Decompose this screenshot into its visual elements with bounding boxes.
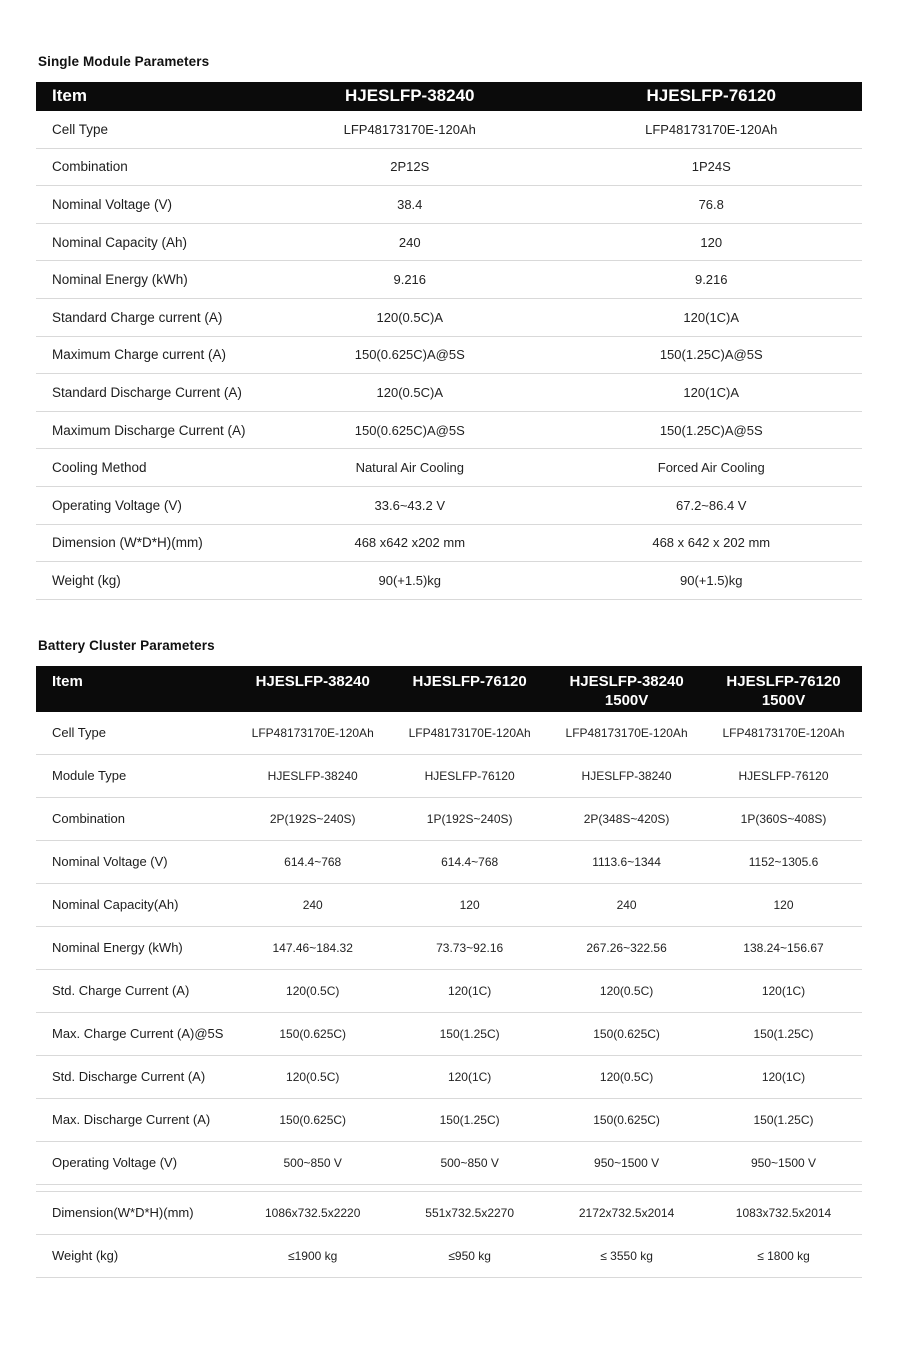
double-separator-rule: [36, 1185, 862, 1192]
header-cell-hjeslfp-38240-1500v: HJESLFP-38240 1500V: [569, 672, 684, 710]
row-value: 120(0.5C): [286, 1069, 340, 1084]
row-value: 551x732.5x2270: [425, 1205, 515, 1220]
row-value: 468 x642 x202 mm: [354, 535, 466, 551]
row-value: LFP48173170E-120Ah: [343, 121, 476, 137]
row-value: 150(1.25C): [753, 1112, 814, 1127]
table-row: [36, 1056, 862, 1099]
table-row: [36, 755, 862, 798]
row-value: 1086x732.5x2220: [264, 1205, 361, 1220]
row-value: 120: [773, 897, 794, 912]
row-value: 138.24~156.67: [743, 940, 824, 955]
row-label: Maximum Charge current (A): [52, 347, 227, 363]
row-value: HJESLFP-76120: [738, 768, 829, 783]
table-row: [36, 884, 862, 927]
single-module-section-title: Single Module Parameters: [38, 54, 210, 69]
row-value: 240: [302, 897, 323, 912]
row-value: 150(1.25C)A@5S: [659, 347, 763, 363]
row-value: 120(1C)A: [683, 309, 740, 325]
table-row: [36, 1013, 862, 1056]
table-row: [36, 449, 862, 487]
header-cell-item: Item: [52, 86, 87, 106]
table-row: [36, 224, 862, 262]
table-row: [36, 487, 862, 525]
row-label: Nominal Energy (kWh): [52, 940, 183, 956]
row-value: 150(1.25C): [439, 1026, 500, 1041]
row-value: 73.73~92.16: [436, 940, 504, 955]
row-label: Cell Type: [52, 725, 106, 741]
row-value: 150(0.625C)A@5S: [354, 422, 465, 438]
row-value: 614.4~768: [441, 854, 499, 869]
row-value: 33.6~43.2 V: [374, 497, 445, 513]
row-value: HJESLFP-38240: [581, 768, 672, 783]
row-label: Nominal Voltage (V): [52, 196, 173, 212]
row-value: 150(1.25C): [753, 1026, 814, 1041]
header-cell-hjeslfp-76120-1500v: HJESLFP-76120 1500V: [726, 672, 841, 710]
row-label: Weight (kg): [52, 572, 121, 588]
battery-cluster-section-title: Battery Cluster Parameters: [38, 637, 215, 653]
table-row: [36, 841, 862, 884]
row-value: 120(1C)A: [683, 384, 740, 400]
row-value: 150(0.625C): [593, 1026, 660, 1041]
row-value: 1113.6~1344: [592, 854, 661, 869]
row-label: Combination: [52, 811, 125, 827]
table-row: [36, 970, 862, 1013]
row-value: 120(0.5C): [599, 1069, 654, 1084]
battery-cluster-table: [36, 666, 862, 1278]
row-label: Nominal Capacity(Ah): [52, 897, 179, 913]
row-value: 120(1C): [447, 983, 492, 998]
row-label: Standard Charge current (A): [52, 309, 223, 325]
table-row: [36, 1235, 862, 1278]
row-value: 614.4~768: [284, 854, 342, 869]
row-value: 1P(360S~408S): [740, 811, 827, 826]
table-row: [36, 337, 862, 375]
row-value: 9.216: [393, 272, 427, 288]
row-value: 38.4: [397, 196, 423, 212]
row-value: 120: [459, 897, 480, 912]
row-label: Cell Type: [52, 121, 109, 137]
table-row: [36, 149, 862, 187]
table-row: [36, 712, 862, 755]
row-value: LFP48173170E-120Ah: [251, 725, 374, 740]
row-value: HJESLFP-38240: [267, 768, 358, 783]
row-value: 2P(348S~420S): [583, 811, 670, 826]
battery-cluster-table-body: [36, 712, 862, 1278]
row-value: 2P(192S~240S): [269, 811, 356, 826]
row-value: 468 x 642 x 202 mm: [652, 535, 771, 551]
row-value: 500~850 V: [283, 1155, 342, 1170]
single-module-table-body: [36, 111, 862, 600]
table-row: [36, 186, 862, 224]
row-value: 1P(192S~240S): [426, 811, 513, 826]
table-row: [36, 927, 862, 970]
row-value: 2P12S: [390, 159, 430, 175]
row-label: Operating Voltage (V): [52, 1155, 178, 1171]
row-label: Maximum Discharge Current (A): [52, 422, 246, 438]
row-label: Weight (kg): [52, 1248, 119, 1264]
single-module-table-header: [36, 82, 862, 111]
row-value: 950~1500 V: [750, 1155, 817, 1170]
row-label: Cooling Method: [52, 460, 147, 476]
table-row: [36, 798, 862, 841]
row-label: Operating Voltage (V): [52, 497, 182, 513]
row-value: 90(+1.5)kg: [679, 572, 743, 588]
row-value: 2172x732.5x2014: [578, 1205, 675, 1220]
table-row: [36, 299, 862, 337]
row-value: 120(0.5C): [286, 983, 340, 998]
table-row: [36, 412, 862, 450]
row-value: ≤ 1800 kg: [757, 1248, 810, 1263]
row-label: Std. Discharge Current (A): [52, 1069, 206, 1085]
row-value: 150(0.625C): [279, 1026, 347, 1041]
row-label: Dimension (W*D*H)(mm): [52, 535, 203, 551]
row-value: 120(1C): [447, 1069, 492, 1084]
row-label: Nominal Voltage (V): [52, 854, 168, 870]
row-value: 150(0.625C)A@5S: [354, 347, 465, 363]
row-value: 500~850 V: [440, 1155, 499, 1170]
row-value: 120(1C): [761, 983, 806, 998]
header-cell-hjeslfp-38240: HJESLFP-38240: [345, 86, 475, 106]
row-value: 1152~1305.6: [748, 854, 819, 869]
row-value: 267.26~322.56: [586, 940, 667, 955]
row-value: LFP48173170E-120Ah: [722, 725, 845, 740]
row-value: 150(1.25C): [439, 1112, 500, 1127]
row-label: Max. Charge Current (A)@5S: [52, 1026, 224, 1042]
row-value: ≤950 kg: [448, 1248, 491, 1263]
row-value: LFP48173170E-120Ah: [565, 725, 688, 740]
row-label: Combination: [52, 159, 128, 175]
row-value: 120(0.5C)A: [376, 309, 443, 325]
row-value: 1083x732.5x2014: [735, 1205, 832, 1220]
row-value: ≤ 3550 kg: [600, 1248, 653, 1263]
header-cell-hjeslfp-38240: HJESLFP-38240: [255, 672, 370, 690]
battery-cluster-table-header: [36, 666, 862, 712]
row-value: 120(0.5C): [599, 983, 654, 998]
row-label: Dimension(W*D*H)(mm): [52, 1205, 194, 1221]
row-value: 90(+1.5)kg: [378, 572, 442, 588]
row-value: 150(1.25C)A@5S: [659, 422, 763, 438]
table-row: [36, 1142, 862, 1185]
row-value: 120(1C): [761, 1069, 806, 1084]
row-value: 9.216: [694, 272, 728, 288]
header-cell-item: Item: [52, 672, 83, 690]
row-value: LFP48173170E-120Ah: [645, 121, 778, 137]
table-row: [36, 374, 862, 412]
row-label: Std. Charge Current (A): [52, 983, 190, 999]
row-value: 950~1500 V: [594, 1155, 660, 1170]
row-value: Forced Air Cooling: [657, 460, 765, 476]
row-value: Natural Air Cooling: [355, 460, 464, 476]
row-value: 150(0.625C): [593, 1112, 660, 1127]
row-value: 67.2~86.4 V: [676, 497, 747, 513]
row-value: 150(0.625C): [279, 1112, 347, 1127]
row-value: 76.8: [698, 196, 724, 212]
row-label: Nominal Energy (kWh): [52, 272, 188, 288]
table-row: [36, 562, 862, 600]
table-row: [36, 1099, 862, 1142]
header-cell-hjeslfp-76120: HJESLFP-76120: [412, 672, 527, 690]
row-value: ≤1900 kg: [288, 1248, 338, 1263]
row-value: HJESLFP-76120: [424, 768, 515, 783]
row-label: Standard Discharge Current (A): [52, 384, 242, 400]
table-row: [36, 111, 862, 149]
table-row: [36, 1192, 862, 1235]
row-value: 240: [398, 234, 421, 250]
row-value: 147.46~184.32: [272, 940, 353, 955]
row-label: Max. Discharge Current (A): [52, 1112, 211, 1128]
row-value: 120: [700, 234, 723, 250]
single-module-table: [36, 82, 862, 600]
row-value: 120(0.5C)A: [376, 384, 443, 400]
row-value: 240: [616, 897, 637, 912]
row-value: LFP48173170E-120Ah: [408, 725, 531, 740]
header-cell-hjeslfp-76120: HJESLFP-76120: [646, 86, 776, 106]
row-label: Nominal Capacity (Ah): [52, 234, 188, 250]
row-value: 1P24S: [691, 159, 731, 175]
table-row: [36, 525, 862, 563]
table-row: [36, 261, 862, 299]
row-label: Module Type: [52, 768, 127, 784]
